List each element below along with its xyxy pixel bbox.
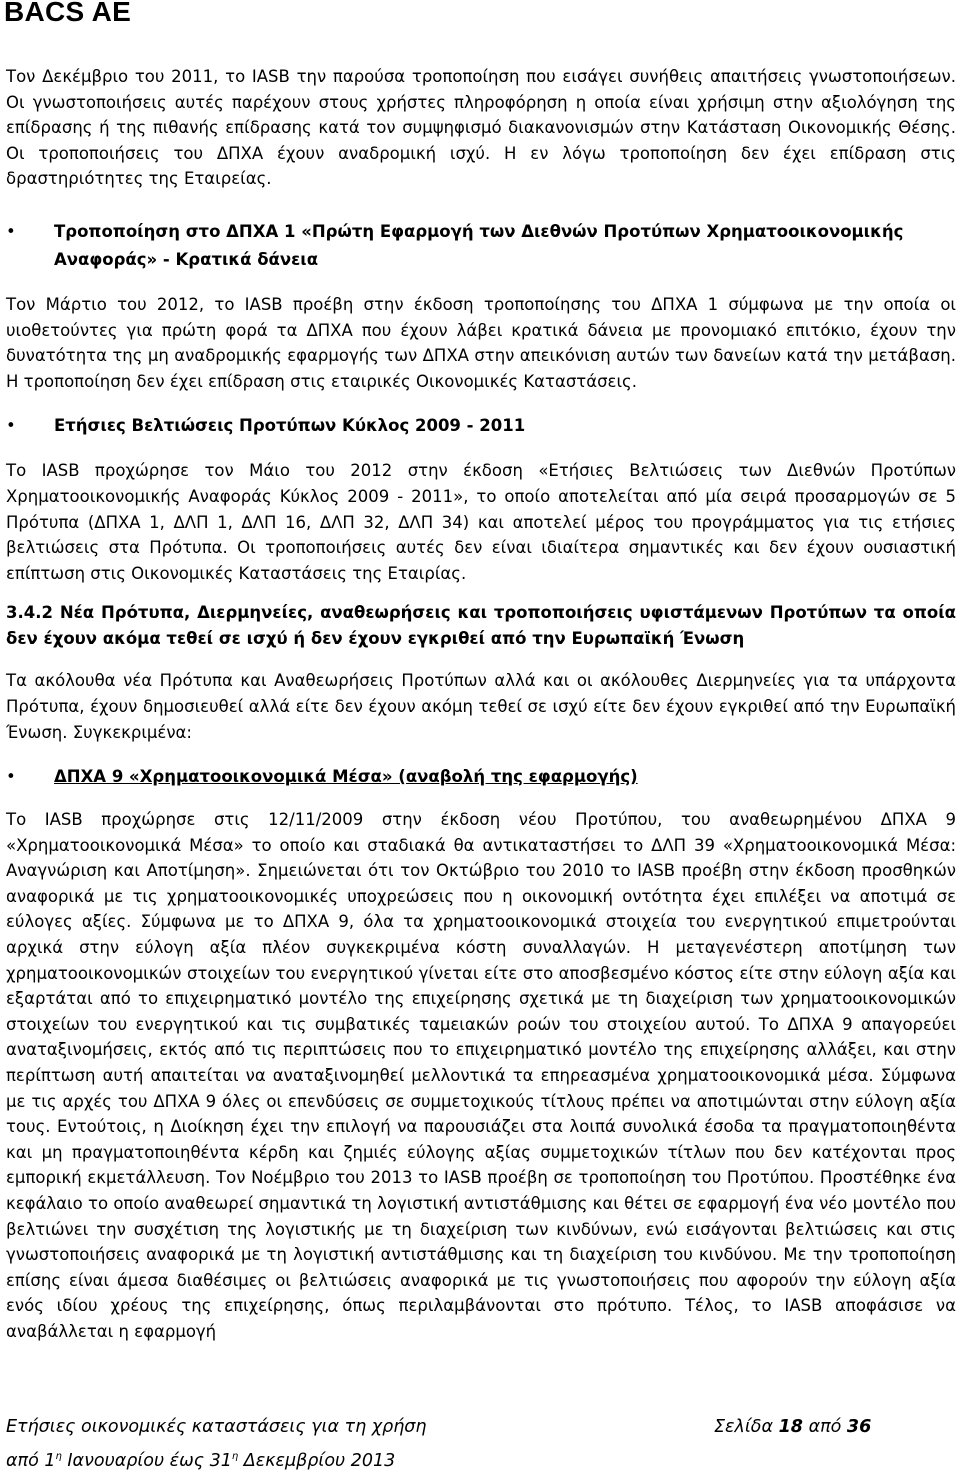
footer-page-of: από bbox=[808, 1417, 842, 1437]
footer-report-title: Ετήσιες οικονομικές καταστάσεις για τη χρήση bbox=[6, 1417, 427, 1437]
bullet-item-ifrs9 bbox=[6, 763, 956, 791]
section-heading: 3.4.2 Νέα Πρότυπα, Διερμηνείες, αναθεωρήσεις και τροποποιήσεις υφιστάμενων Προτύπων τα οποία δεν έχουν ακόμα τεθεί σε ισχύ ή δεν έχουν εγκριθεί από την Ευρωπαϊκή Ένωση bbox=[6, 603, 956, 649]
bullet-title: Τροποποίηση στο ΔΠΧΑ 1 «Πρώτη Εφαρμογή των Διεθνών Προτύπων Χρηματοοικονομικής bbox=[54, 221, 904, 241]
footer-period-end: Δεκεμβρίου 2013 bbox=[238, 1450, 396, 1471]
footer-page-label: Σελίδα bbox=[714, 1417, 774, 1437]
footer-sup: η bbox=[231, 1451, 239, 1462]
bullet-item-annual-improvements bbox=[6, 412, 956, 440]
footer-page-number bbox=[714, 1412, 871, 1442]
footer-period-middle: Ιανουαρίου έως 31 bbox=[61, 1450, 232, 1471]
footer-period-start: από 1 bbox=[6, 1450, 56, 1471]
section-intro: Τα ακόλουθα νέα Πρότυπα και Αναθεωρήσεις Προτύπων αλλά και οι ακόλουθες Διερμηνείες για τα υπάρχοντα Πρότυπα, έχουν δημοσιευθεί αλλά είτε δεν έχουν ακόμη τεθεί σε ισχύ είτε δεν έχουν εγκριθεί από την Ευρωπαϊκή Ένωση. Συγκεκριμένα: bbox=[6, 671, 956, 742]
bullet-title: ΔΠΧΑ 9 «Χρηματοοικονομικά Μέσα» (αναβολή της εφαρμογής) bbox=[54, 767, 638, 787]
bullet-icon: • bbox=[6, 416, 16, 436]
page-title: BACS AE bbox=[4, 0, 132, 27]
bullet2-body: Το IASB προχώρησε τον Μάιο του 2012 στην έκδοση «Ετήσιες Βελτιώσεις των Διεθνών Προτύπων Χρηματοοικονομικής Αναφοράς Κύκλος 2009 - 2011», το οποίο αποτελείται από μία σειρά προσαρμογών σε 5 Πρότυπα (ΔΠΧΑ 1, ΔΛΠ 1, ΔΛΠ 16, ΔΛΠ 32, ΔΛΠ 34) και αποτελεί μέρος του προγράμματος για τις ετήσιες βελτιώσεις στα Πρότυπα. Οι τροποποιήσεις αυτές δεν είναι ιδιαίτερα σημαντικές και δεν έχουν ουσιαστική επίπτωση στις Οικονομικές Καταστάσεις της Εταιρίας. bbox=[6, 461, 956, 583]
document-body bbox=[6, 64, 956, 1345]
footer-sup: η bbox=[55, 1451, 62, 1462]
footer-period bbox=[6, 1442, 395, 1476]
bullet-title: Ετήσιες Βελτιώσεις Προτύπων Κύκλος 2009 - 2011 bbox=[54, 416, 526, 436]
footer-page-total: 36 bbox=[846, 1417, 872, 1437]
bullet-icon: • bbox=[6, 221, 16, 241]
bullet-icon: • bbox=[6, 767, 16, 787]
bullet-item-ifrs1 bbox=[6, 218, 956, 274]
intro-paragraph: Τον Δεκέμβριο του 2011, το IASB την παρούσα τροποποίηση που εισάγει συνήθεις απαιτήσεις γνωστοποιήσεων. Οι γνωστοποιήσεις αυτές παρέχουν στους χρήστες πληροφόρηση η οποία είναι χρήσιμη στην αξιολόγηση της επίδρασης ή της πιθανής επίδρασης κατά τον συμψηφισμό διακανονισμών στην Κατάσταση Οικονομικής Θέσης. Οι τροποποιήσεις του ΔΠΧΑ έχουν αναδρομική ισχύ. Η εν λόγω τροποποίηση δεν έχει επίδραση στις δραστηριότητες της Εταιρείας. bbox=[6, 67, 956, 189]
footer-page-current: 18 bbox=[778, 1417, 803, 1437]
page-footer bbox=[6, 1412, 956, 1472]
bullet3-body: Το IASB προχώρησε στις 12/11/2009 στην έκδοση νέου Προτύπου, του αναθεωρημένου ΔΠΧΑ 9 «Χρηματοοικονομικά Μέσα» το οποίο και σταδιακά θα αντικαταστήσει το ΔΛΠ 39 «Χρηματοοικονομικά Μέσα: Αναγνώριση και Αποτίμηση». Σημειώνεται ότι τον Οκτώβριο του 2010 το IASB προέβη στην έκδοση προσθηκών αναφορικά με τις χρηματοοικονομικές υποχρεώσεις που η οικονομική οντότητα έχει επιλέξει να αποτιμά σε εύλογες αξίες. Σύμφωνα με το ΔΠΧΑ 9, όλα τα χρηματοοικονομικά στοιχεία του ενεργητικού επιμετρούνται αρχικά στην εύλογη αξία πλέον συγκεκριμένα κόστη συναλλαγών. Η μεταγενέστερη αποτίμηση των χρηματοοικονομικών στοιχείων του ενεργητικού γίνεται είτε στο αποσβεσμένο κόστος είτε στην εύλογη αξία και εξαρτάται από το επιχειρηματικό μοντέλο της επιχείρησης σχετικά με τη διαχείριση των χρηματοοικονομικών στοιχείων του ενεργητικού και τις συμβατικές ταμειακών ροών του στοιχείου αυτού. Το ΔΠΧΑ 9 απαγορεύει αναταξινομήσεις, εκτός από τις περιπτώσεις που το επιχειρηματικό μοντέλο της επιχείρησης αλλάξει, και στην περίπτωση αυτή απαιτείται να αναταξινομηθεί μελλοντικά τα επηρεασμένα χρηματοοικονομικά μέσα. Σύμφωνα με τις αρχές του ΔΠΧΑ 9 όλες οι επενδύσεις σε συμμετοχικούς τίτλους πρέπει να αποτιμώνται στην εύλογη αξία τους. Εντούτοις, η Διοίκηση έχει την επιλογή να παρουσιάζει στα λοιπά συνολικά έσοδα τα πραγματοποιηθέντα και μη πραγματοποιηθέντα κέρδη και ζημιές εύλογης αξίας συμμετοχικών τίτλων που δεν κατέχονται προς εμπορική εκμετάλλευση. Τον Νοέμβριο του 2013 το IASB προέβη σε τροποποίηση του Προτύπου. Προστέθηκε ένα κεφάλαιο το οποίο αναθεωρεί σημαντικά τη λογιστική αντιστάθμισης και θέτει σε εφαρμογή ένα νέο μοντέλο που βελτιώνει την συσχέτιση της λογιστικής με τη διαχείριση των κινδύνων, ενώ εισάγονται βελτιώσεις και στις γνωστοποιήσεις αναφορικά με τη λογιστική αντιστάθμισης και τη διαχείριση του κινδύνου. Με την τροποποίηση επίσης είναι άμεσα διαθέσιμες οι βελτιώσεις αναφορικά με τις γνωστοποιήσεις που αφορούν την εύλογη αξία ενός ιδίου χρέους της επιχείρησης, όπως περιλαμβάνονται στο πρότυπο. Τέλος, το IASB αποφάσισε να αναβάλλεται η εφαρμογή bbox=[6, 810, 956, 1341]
bullet1-body: Τον Μάρτιο του 2012, το IASB προέβη στην έκδοση τροποποίησης του ΔΠΧΑ 1 σύμφωνα με την οποία οι υιοθετούντες για πρώτη φορά τα ΔΠΧΑ που έχουν λάβει κρατικά δάνεια με προνομιακό επιτόκιο, έχουν την δυνατότητα της μη αναδρομικής εφαρμογής των ΔΠΧΑ στην απεικόνιση αυτών των δανείων κατά την μετάβαση. Η τροποποίηση δεν έχει επίδραση στις εταιρικές Οικονομικές Καταστάσεις. bbox=[6, 294, 956, 391]
bullet-subtitle: Αναφοράς» - Κρατικά δάνεια bbox=[54, 249, 319, 269]
